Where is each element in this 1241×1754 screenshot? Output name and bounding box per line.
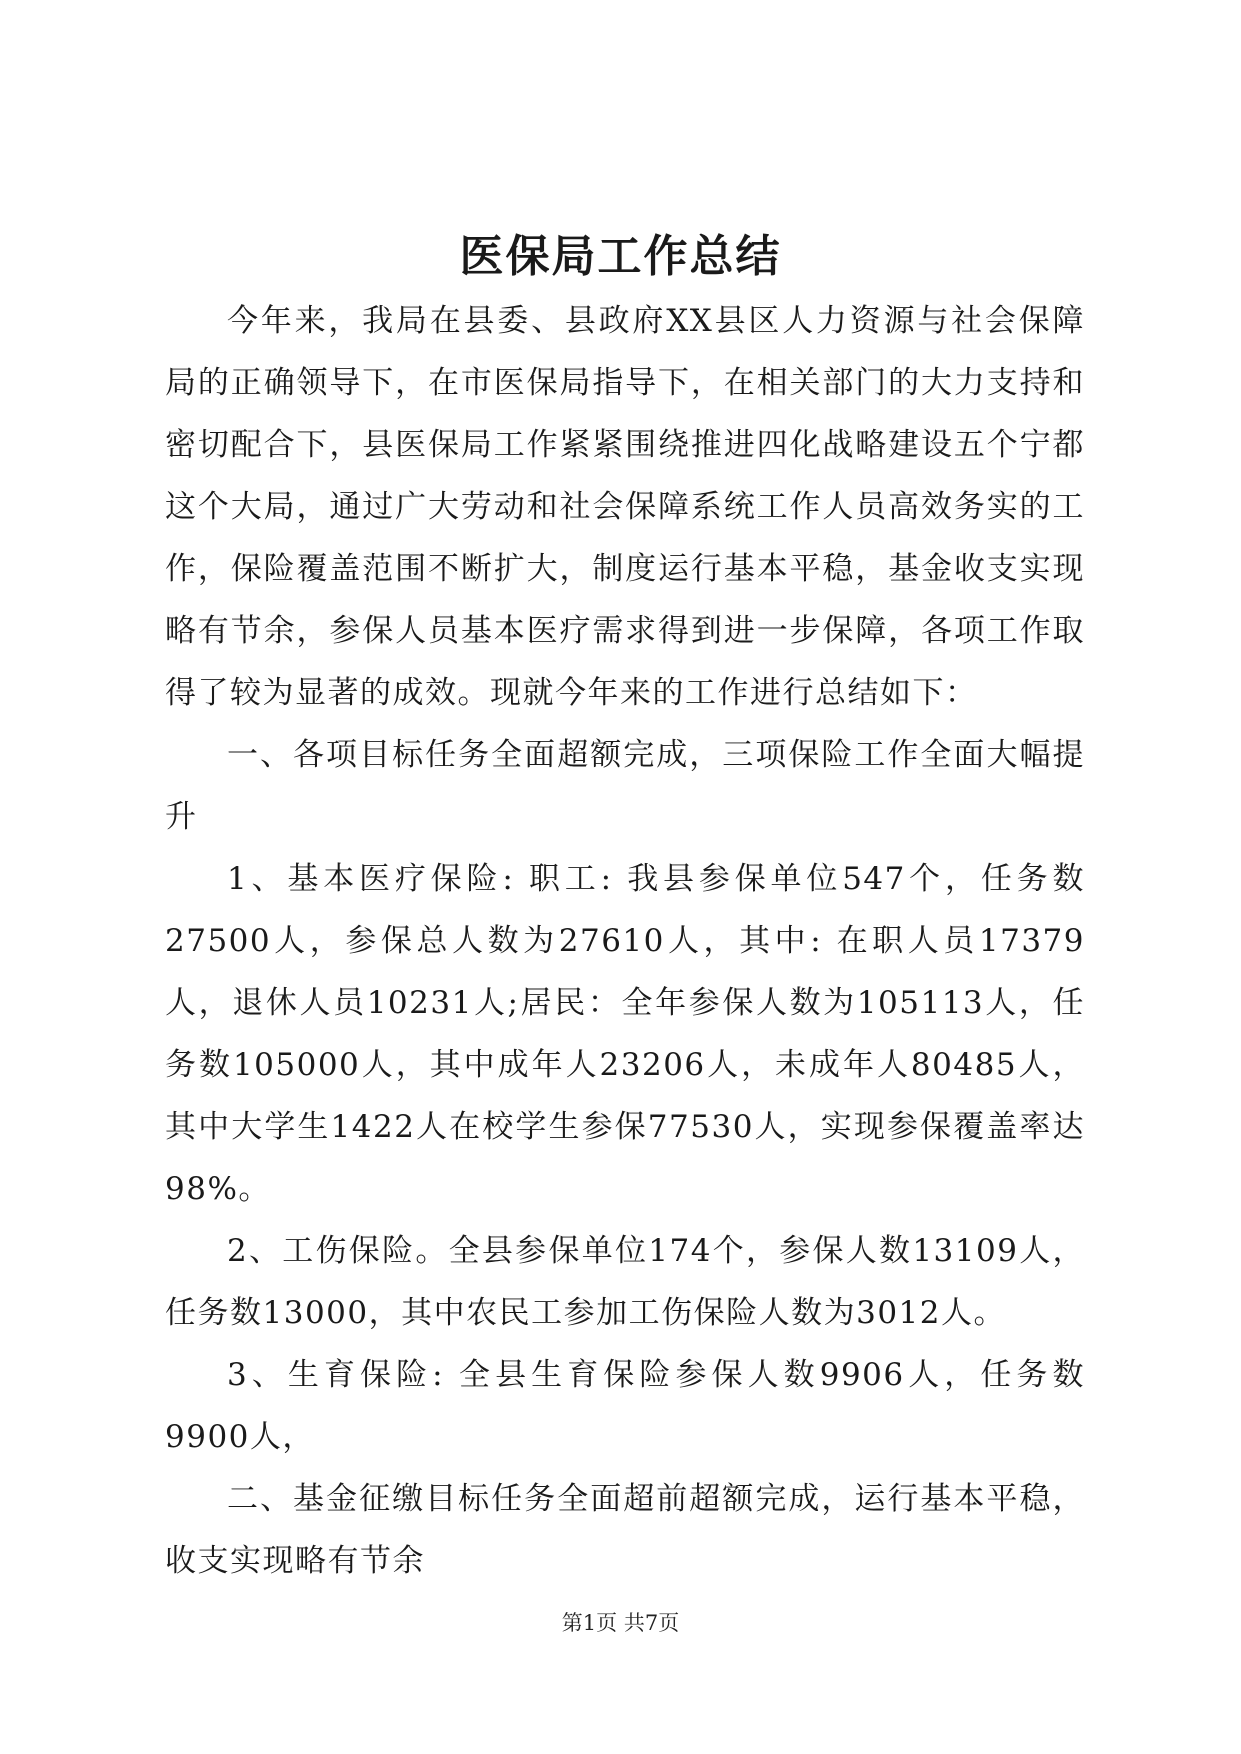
paragraph-medical-insurance: 1、基本医疗保险: 职工: 我县参保单位547个，任务数27500人，参保总人数为27610人，其中: 在职人员17379人，退休人员10231人;居民：全年参保人数为105113人，任务数105000人，其中成年人23206人，未成年人80485人，其中大学生1422人在校学生参保77530人，实现参保覆盖率达98%。 — [165, 861, 1085, 1207]
paragraph-intro: 今年来，我局在县委、县政府XX县区人力资源与社会保障局的正确领导下，在市医保局指导下，在相关部门的大力支持和密切配合下，县医保局工作紧紧围绕推进四化战略建设五个宁都这个大局，通过广大劳动和社会保障系统工作人员高效务实的工作，保险覆盖范围不断扩大，制度运行基本平稳，基金收支实现略有节余，参保人员基本医疗需求得到进一步保障，各项工作取得了较为显著的成效。现就今年来的工作进行总结如下： — [165, 303, 1085, 711]
paragraph-maternity-insurance: 3、生育保险: 全县生育保险参保人数9906人，任务数9900人， — [165, 1357, 1085, 1455]
document-body — [165, 290, 1085, 1592]
page-footer: 第1页 共7页 — [561, 1611, 680, 1635]
paragraph-section-1-heading: 一、各项目标任务全面超额完成，三项保险工作全面大幅提升 — [165, 737, 1085, 835]
paragraph-work-injury-insurance: 2、工伤保险。全县参保单位174个，参保人数13109人，任务数13000，其中农民工参加工伤保险人数为3012人。 — [165, 1233, 1085, 1331]
page-title: 医保局工作总结 — [459, 231, 782, 282]
paragraph-section-2-heading: 二、基金征缴目标任务全面超前超额完成，运行基本平稳，收支实现略有节余 — [165, 1481, 1085, 1579]
